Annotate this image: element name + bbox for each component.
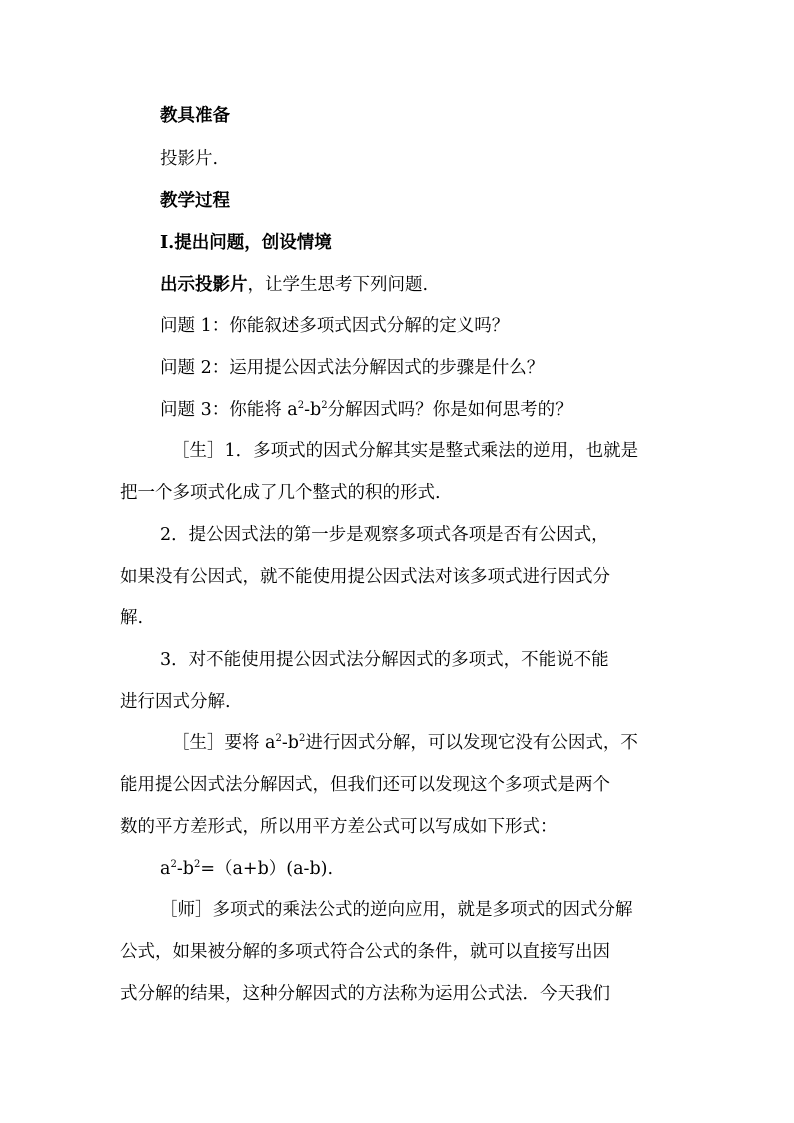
stu-sup-2: 2 xyxy=(299,733,306,745)
stu-text-c: 进行因式分解，可以发现它没有公因式，不 xyxy=(305,733,638,753)
teacher-line-2: 公式，如果被分解的多项式符合公式的条件，就可以直接写出因 xyxy=(120,942,610,962)
tools-text: 投影片. xyxy=(160,149,219,169)
student-line-1 xyxy=(172,731,728,755)
question-2: 问题 2：运用提公因式法分解因式的步骤是什么？ xyxy=(160,358,545,378)
formula-text-a: a xyxy=(160,859,171,879)
formula-sup-2: 2 xyxy=(193,859,201,871)
stu-text-b: -b xyxy=(281,733,299,753)
q3-sup-2: 2 xyxy=(321,400,328,412)
stu-sup-1: 2 xyxy=(275,733,282,745)
answer-2-line-3: 解. xyxy=(120,608,144,628)
answer-3-line-1: 3．对不能使用提公因式法分解因式的多项式，不能说不能 xyxy=(160,650,609,670)
section-heading-1: Ⅰ.提出问题，创设情境 xyxy=(160,233,332,253)
intro-paragraph xyxy=(160,273,716,297)
answer-2-line-2: 如果没有公因式，就不能使用提公因式法对该多项式进行因式分 xyxy=(120,567,610,587)
stu-text-a: ［生］要将 a xyxy=(172,733,276,753)
formula-text-b: -b xyxy=(176,859,194,879)
intro-bold-text: 出示投影片 xyxy=(160,275,248,295)
question-3 xyxy=(160,398,716,422)
teacher-line-1: ［师］多项式的乘法公式的逆向应用，就是多项式的因式分解 xyxy=(160,900,633,920)
q3-text-a: 问题 3：你能将 a xyxy=(160,400,298,420)
heading-teaching-tools: 教具准备 xyxy=(160,106,230,126)
question-1: 问题 1：你能叙述多项式因式分解的定义吗？ xyxy=(160,316,510,336)
q3-text-b: -b xyxy=(304,400,322,420)
student-line-2: 能用提公因式法分解因式，但我们还可以发现这个多项式是两个 xyxy=(120,775,610,795)
teacher-line-3: 式分解的结果，这种分解因式的方法称为运用公式法．今天我们 xyxy=(120,984,610,1004)
q3-text-c: 分解因式吗？你是如何思考的？ xyxy=(327,400,573,420)
formula-text-c: =（a+b）(a-b). xyxy=(200,859,334,879)
answer-2-line-1: 2．提公因式法的第一步是观察多项式各项是否有公因式， xyxy=(160,525,609,545)
formula-line xyxy=(160,857,716,881)
intro-rest-text: ，让学生思考下列问题. xyxy=(247,275,429,295)
answer-1-line-1: ［生］1．多项式的因式分解其实是整式乘法的逆用，也就是 xyxy=(172,441,639,461)
answer-3-line-2: 进行因式分解. xyxy=(120,692,231,712)
q3-sup-1: 2 xyxy=(297,400,305,412)
answer-1-line-2: 把一个多项式化成了几个整式的积的形式. xyxy=(120,483,441,503)
formula-sup-1: 2 xyxy=(170,859,177,871)
heading-teaching-process: 教学过程 xyxy=(160,191,230,211)
student-line-3: 数的平方差形式，所以用平方差公式可以写成如下形式： xyxy=(120,817,558,837)
